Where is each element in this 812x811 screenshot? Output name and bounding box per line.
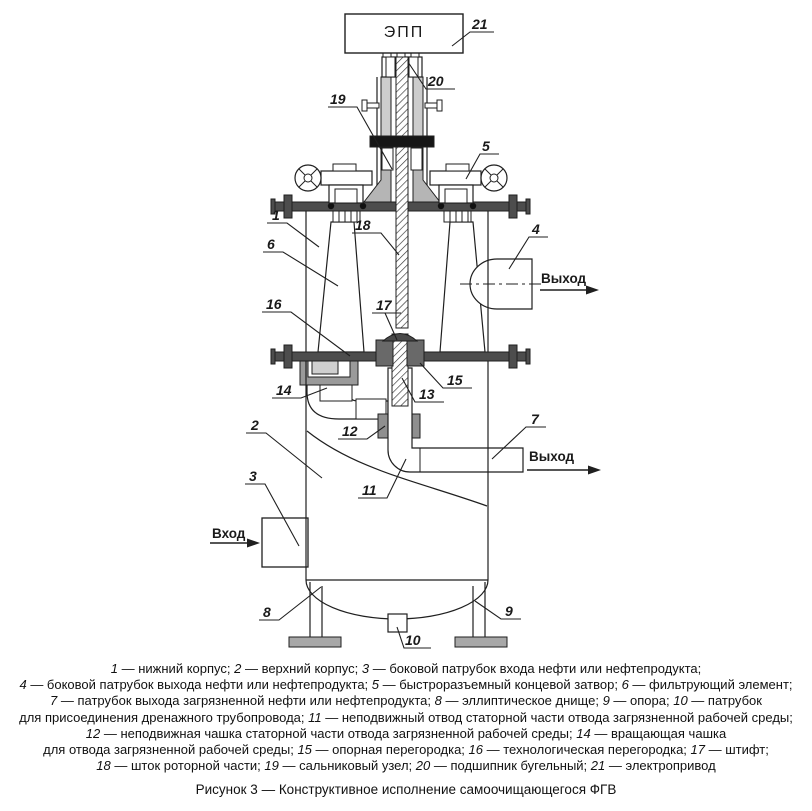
callout-7: 7	[531, 411, 539, 427]
callout-21: 21	[472, 16, 488, 32]
callout-14: 14	[276, 382, 292, 398]
figure-caption: Рисунок 3 — Конструктивное исполнение самоочищающегося ФГВ	[195, 782, 617, 797]
outlet-top-label: Выход	[541, 271, 587, 286]
callout-20: 20	[428, 73, 444, 89]
callout-16: 16	[266, 296, 282, 312]
legend-line: 18 — шток роторной части; 19 — сальниковый узел; 20 — подшипник бугельный; 21 — электропривод	[96, 758, 716, 774]
callout-10: 10	[405, 632, 421, 648]
legend-line: 7 — патрубок выхода загрязненной нефти или нефтепродукта; 8 — эллиптическое днище; 9 — опора; 10 — патрубок	[50, 693, 762, 709]
legend-line: 1 — нижний корпус; 2 — верхний корпус; 3 — боковой патрубок входа нефти или нефтепродукта;	[110, 661, 702, 676]
callout-11: 11	[362, 482, 377, 498]
legend-line: для присоединения дренажного трубопровода; 11 — неподвижный отвод статорной части отвода загрязненной рабочей среды;	[19, 709, 793, 725]
callout-1: 1	[272, 207, 280, 223]
callout-12: 12	[342, 423, 358, 439]
callout-15: 15	[447, 372, 463, 388]
outlet-side-label: Выход	[529, 449, 575, 464]
inlet-label: Вход	[212, 526, 246, 541]
legend-line: 12 — неподвижная чашка статорной части отвода загрязненной рабочей среды; 14 — вращающая чашка	[85, 725, 727, 741]
callout-17: 17	[376, 297, 392, 313]
legend-line: для отвода загрязненной рабочей среды; 15 — опорная перегородка; 16 — технологическая перегородка; 17 — штифт;	[43, 742, 769, 758]
callout-2: 2	[251, 417, 259, 433]
legend-line: 4 — боковой патрубок выхода нефти или нефтепродукта; 5 — быстроразъемный концевой затвор; 6 — фильтрующий элемент;	[19, 677, 793, 693]
callout-19: 19	[330, 91, 346, 107]
callout-3: 3	[249, 468, 257, 484]
callout-9: 9	[505, 603, 513, 619]
callout-13: 13	[419, 386, 435, 402]
legend-block	[0, 661, 812, 774]
callout-5: 5	[482, 138, 490, 154]
electric-drive-label: ЭПП	[383, 24, 425, 41]
callout-6: 6	[267, 236, 275, 252]
callout-4: 4	[532, 221, 540, 237]
callout-8: 8	[263, 604, 271, 620]
callout-18: 18	[355, 217, 371, 233]
